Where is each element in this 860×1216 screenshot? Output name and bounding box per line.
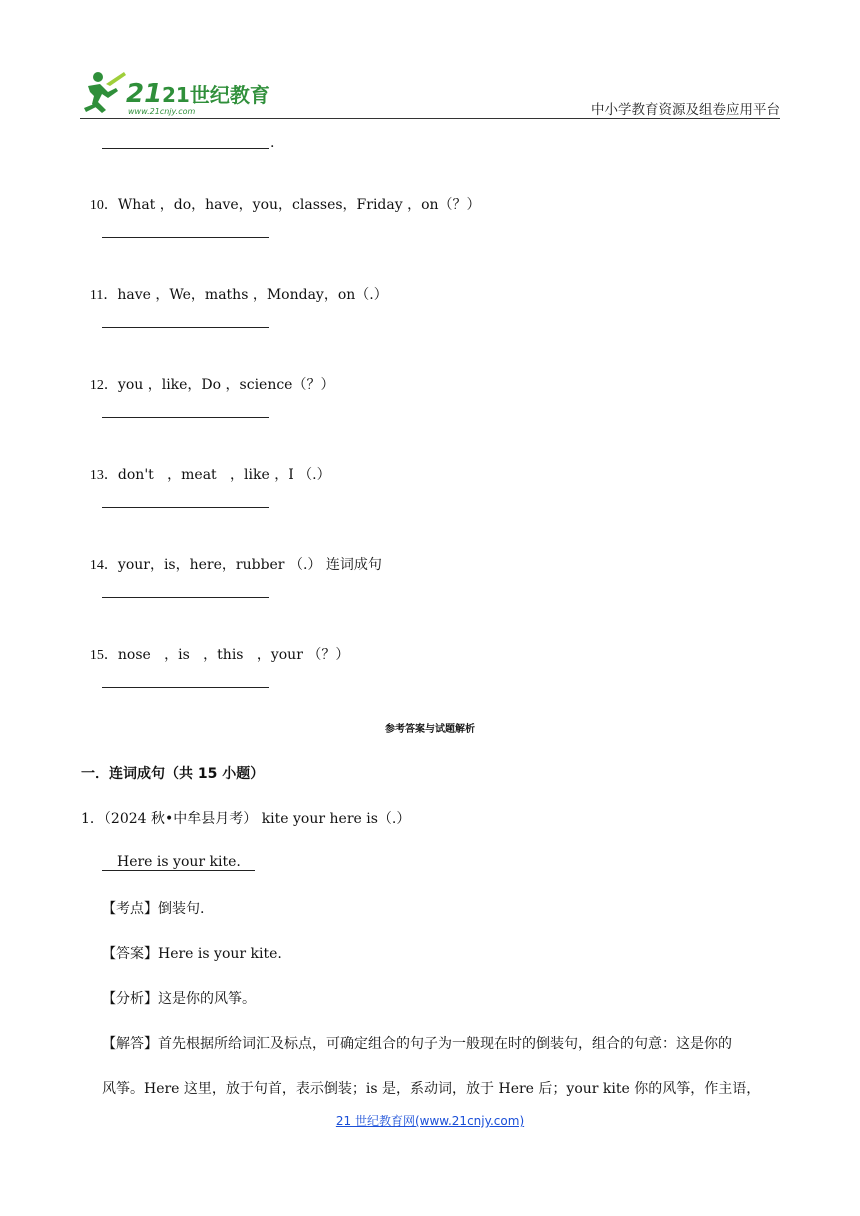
question-number: 12．	[89, 378, 118, 393]
answer-blank-line	[102, 327, 269, 328]
question-text: nose ，is ，this ，your （？）	[117, 647, 350, 663]
question-number: 14．	[89, 558, 118, 573]
logo	[80, 68, 270, 118]
question-15	[81, 628, 349, 664]
answer-blank-line	[102, 507, 269, 508]
question-number: 11．	[89, 288, 118, 303]
answers-title: 参考答案与试题解析	[385, 724, 475, 735]
question-text: don't ，meat ，like ，I （.）	[117, 467, 331, 483]
footer-link[interactable]: 21 世纪教育网(www.21cnjy.com)	[335, 1114, 525, 1128]
question-text: have ，We，maths ，Monday，on（.）	[117, 287, 388, 303]
runner-logo-icon	[80, 68, 270, 118]
question-12	[81, 358, 334, 394]
question-10	[81, 178, 481, 214]
answer-blank-line	[102, 597, 269, 598]
item-1-daan: 【答案】Here is your kite.	[102, 946, 282, 962]
question-text: you ，like，Do ，science（？）	[117, 377, 335, 393]
item-1-fenxi: 【分析】这是你的风筝。	[102, 991, 256, 1007]
section-title: 一．连词成句（共 15 小题）	[81, 766, 265, 782]
logo-text: 21世纪教育	[162, 83, 270, 107]
answer-blank-line	[102, 687, 269, 688]
question-13	[81, 448, 331, 484]
svg-text:21: 21	[126, 79, 163, 109]
question-number: 15．	[89, 648, 118, 663]
question-text: What ，do，have，you，classes，Friday ，on（？）	[117, 197, 481, 213]
page-header	[80, 60, 780, 120]
question-text: your，is，here，rubber （.） 连词成句	[117, 557, 382, 573]
answer-blank-line	[102, 237, 269, 238]
item-1-filled-answer: Here is your kite.	[102, 854, 255, 871]
item-1-kaodian: 【考点】倒装句.	[102, 901, 205, 917]
question-14	[81, 538, 382, 574]
question-11	[81, 268, 388, 304]
item-1-question: 1．（2024 秋•中牟县月考） kite your here is（.）	[81, 811, 411, 827]
item-1-jieda-line1: 【解答】首先根据所给词汇及标点，可确定组合的句子为一般现在时的倒装句，组合的句意：这是你的	[102, 1036, 732, 1052]
header-divider	[80, 118, 780, 119]
item-1-jieda-line2: 风筝。Here 这里，放于句首，表示倒装；is 是，系动词，放于 Here 后；your kite 你的风筝，作主语，	[102, 1081, 761, 1097]
svg-text:www.21cnjy.com: www.21cnjy.com	[128, 107, 196, 116]
question-number: 13．	[89, 468, 118, 483]
answer-blank-line	[102, 417, 269, 418]
question-number: 10．	[89, 198, 118, 213]
platform-label: 中小学教育资源及组卷应用平台	[591, 102, 780, 118]
answer-blank-line	[102, 148, 269, 149]
answer-period: .	[270, 135, 275, 151]
